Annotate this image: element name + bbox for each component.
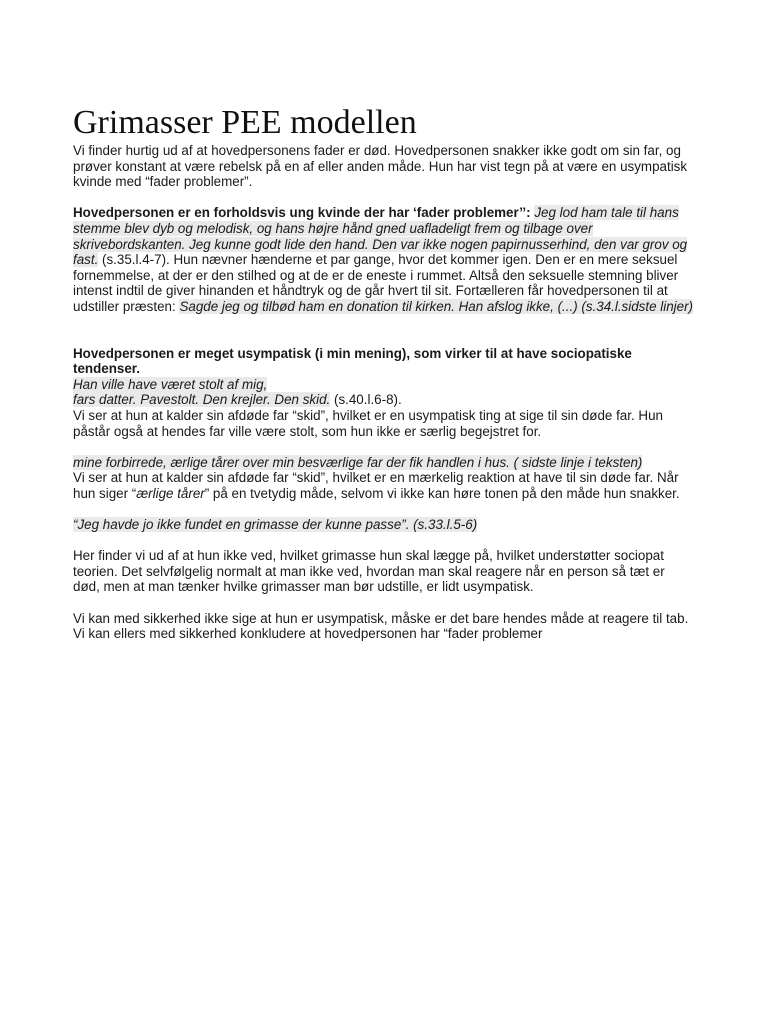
conclusion-paragraph-2: Vi kan ellers med sikkerhed konkludere at hovedpersonen har “fader problemer	[73, 626, 543, 642]
section-2-paragraph: Vi ser at hun at kalder sin afdøde far “skid”, hvilket er en usympatisk ting at sige til sin døde far. Hun påstår også at hendes far ville være stolt, som hun ikke er særlig begejstret for.	[73, 407, 663, 439]
section-2-reference: (s.40.l.6-8).	[330, 392, 402, 408]
section-2-quote-line-2: fars datter. Pavestolt. Den krejler. Den skid. (s.40.l.6-8).	[73, 392, 402, 408]
section-3-italic-phrase: ærlige tårer	[136, 485, 205, 501]
conclusion-paragraph-1: Vi kan med sikkerhed ikke sige at hun er usympatisk, måske er det bare hendes måde at reagere til tab.	[73, 610, 689, 626]
section-2-heading: Hovedpersonen er meget usympatisk (i min mening), som virker til at have sociopatiske tendenser.	[73, 345, 632, 377]
section-1-quote-1: Jeg lod ham tale til hans stemme blev dyb og melodisk, og hans højre hånd gned uafladeligt frem og tilbage over skrivebordskanten. Jeg kunne godt lide den hand. Den var ikke nogen papirnusserhind, den var grov og fast.	[73, 205, 688, 268]
section-1-paragraph	[73, 205, 695, 314]
section-2-quote-line-1: Han ville have været stolt af mig,	[73, 376, 268, 392]
intro-paragraph: Vi finder hurtig ud af at hovedpersonens fader er død. Hovedpersonen snakker ikke godt om sin far, og prøver konstant at være rebelsk på en af eller anden måde. Hun har vist tegn på at være en usympatisk kvinde med “fader problemer”.	[73, 143, 688, 190]
section-1-heading: Hovedpersonen er en forholdsvis ung kvinde der har ‘fader problemer’’:	[73, 205, 531, 221]
section-3-quote: mine forbirrede, ærlige tårer over min besværlige far der fik handlen i hus. ( sidste linje i teksten)	[73, 454, 643, 470]
section-1-quote-2: Sagde jeg og tilbød ham en donation til kirken. Han afslog ikke, (...) (s.34.l.sidste linjer)	[179, 298, 693, 314]
document-body	[73, 104, 695, 642]
section-4-paragraph: Her finder vi ud af at hun ikke ved, hvilket grimasse hun skal lægge på, hvilket understøtter sociopat teorien. Det selvfølgelig normalt at man ikke ved, hvordan man skal reagere når en person så tæt er død, men at man tænker hvilke grimasser man bør udstille, er lidt usympatisk.	[73, 548, 665, 595]
section-1-reference-text: (s.35.l.4-7). Hun nævner hænderne et par gange, hvor det kommer igen. Den er en mere seksuel fornemmelse, at der er den stilhed og at de er de eneste i rummet. Altså den seksuelle stemning bliver intenst indtil de giver hinanden et håndtryk og de går hvert til sit. Fortælleren får hovedpersonen til at udstiller præsten:	[73, 252, 679, 314]
document-title: Grimasser PEE modellen	[73, 104, 417, 141]
section-4-quote: “Jeg havde jo ikke fundet en grimasse der kunne passe”. (s.33.l.5-6)	[73, 517, 478, 533]
section-3-paragraph: Vi ser at hun at kalder sin afdøde far “skid”, hvilket er en mærkelig reaktion at have til sin døde far. Når hun siger “ærlige tårer” på en tvetydig måde, selvom vi ikke kan høre tonen på den måde hun snakker.	[73, 470, 680, 501]
